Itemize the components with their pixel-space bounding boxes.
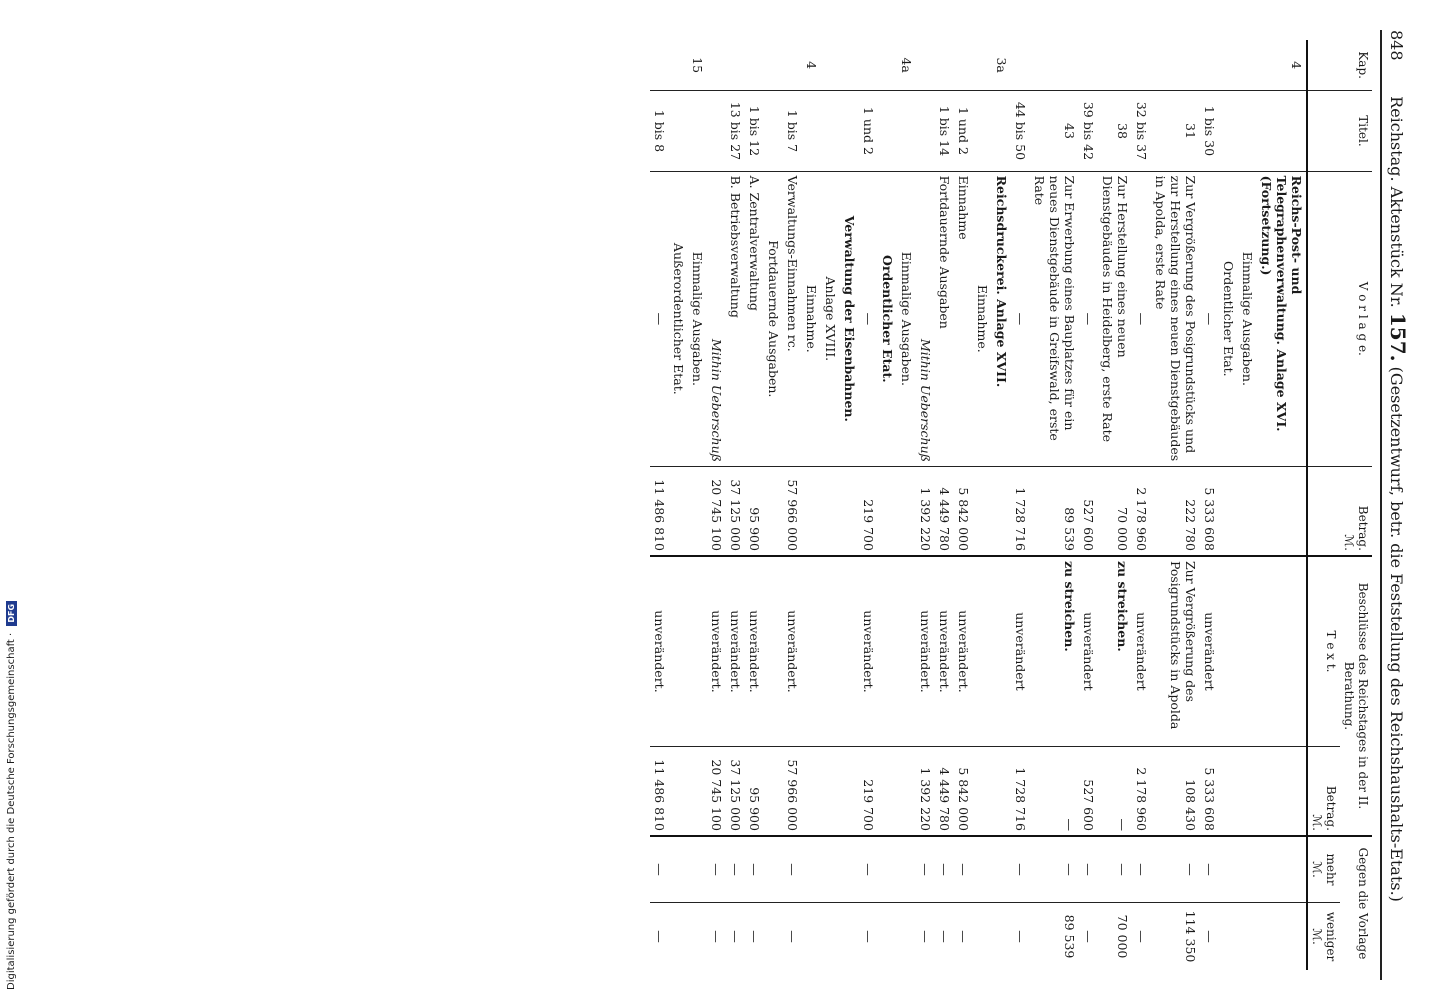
row-titel: 13 bis 27 [726, 91, 745, 171]
table-row [916, 40, 935, 970]
row-vorlage: A. Zentralverwaltung [745, 171, 764, 466]
row-betrag: 70 000 [1098, 467, 1132, 556]
table-row [669, 40, 688, 970]
row-betrag2: 57 966 000 [783, 747, 802, 836]
row-weniger [840, 903, 859, 970]
row-kap: 3a [994, 57, 1009, 73]
row-betrag2: 4 449 780 [935, 747, 954, 836]
row-kap [1238, 40, 1257, 91]
row-mehr: — [935, 836, 954, 903]
row-titel: 1 und 2 [859, 91, 878, 171]
col-weniger-unit: ℳ. [1310, 928, 1324, 945]
row-vorlage: Verwaltungs-Einnahmen rc. [783, 171, 802, 466]
row-mehr [669, 836, 688, 903]
row-weniger: — [954, 903, 973, 970]
table-row [859, 40, 878, 970]
row-kap [878, 40, 897, 91]
row-betrag2 [1257, 747, 1306, 836]
row-text: unverändert [1200, 556, 1219, 747]
row-vorlage: Einnahme. [802, 171, 821, 466]
row-betrag2 [840, 747, 859, 836]
row-kap [821, 40, 840, 91]
row-text: unverändert. [650, 556, 669, 747]
row-mehr: — [916, 836, 935, 903]
row-weniger: — [1079, 903, 1098, 970]
row-text: unverändert [1132, 556, 1151, 747]
page-number: 848 [1387, 30, 1406, 61]
row-betrag: 222 780 [1151, 467, 1200, 556]
row-betrag: 11 486 810 [650, 467, 669, 556]
col-mehr [1308, 836, 1340, 903]
row-betrag2 [669, 747, 688, 836]
row-text [1238, 556, 1257, 747]
table-row [897, 40, 916, 970]
row-betrag: 1 392 220 [916, 467, 935, 556]
row-betrag [669, 467, 688, 556]
row-mehr [688, 836, 707, 903]
row-betrag: 527 600 [1079, 467, 1098, 556]
row-betrag: 20 745 100 [707, 467, 726, 556]
row-titel [802, 91, 821, 171]
table-row [878, 40, 897, 970]
row-vorlage: Zur Herstellung eines neuen Dienstgebäudes in Heidelberg, erste Rate [1098, 171, 1132, 466]
table-row [688, 40, 707, 970]
row-vorlage: Verwaltung der Eisenbahnen. [840, 171, 859, 466]
row-betrag2 [802, 747, 821, 836]
row-weniger: 70 000 [1098, 903, 1132, 970]
row-kap: 4 [804, 61, 819, 70]
row-kap [1098, 40, 1132, 91]
row-mehr: — [783, 836, 802, 903]
table-row [1079, 40, 1098, 970]
row-text [878, 556, 897, 747]
row-text [973, 556, 992, 747]
row-betrag2: 108 430 [1151, 747, 1200, 836]
row-weniger: — [859, 903, 878, 970]
table-row [1151, 40, 1200, 970]
row-titel [688, 91, 707, 171]
row-text: Zur Vergrößerung des Posigrundstücks in Apolda [1151, 556, 1200, 747]
row-betrag2 [897, 747, 916, 836]
row-betrag2 [1219, 747, 1238, 836]
row-kap [935, 40, 954, 91]
row-text: unverändert. [745, 556, 764, 747]
row-mehr [1257, 836, 1306, 903]
row-betrag: 37 125 000 [726, 467, 745, 556]
row-text [897, 556, 916, 747]
row-betrag: 1 728 716 [1011, 467, 1030, 556]
row-betrag: 57 966 000 [783, 467, 802, 556]
row-betrag [897, 467, 916, 556]
col-gegen: Gegen die Vorlage [1340, 836, 1372, 970]
row-kap [707, 40, 726, 91]
table-row [783, 40, 802, 970]
row-vorlage: Anlage XVIII. [821, 171, 840, 466]
row-text [764, 556, 783, 747]
row-betrag2 [973, 747, 992, 836]
row-vorlage: — [859, 171, 878, 466]
row-betrag: 89 539 [1030, 467, 1079, 556]
col-titel: Titel. [1308, 91, 1372, 171]
row-weniger: — [745, 903, 764, 970]
col-text: T e x t. [1308, 556, 1340, 747]
row-vorlage: Einnahme [954, 171, 973, 466]
row-titel [1219, 91, 1238, 171]
row-text: unverändert. [726, 556, 745, 747]
row-betrag2 [688, 747, 707, 836]
row-kap [783, 40, 802, 91]
row-kap [1132, 40, 1151, 91]
row-betrag [688, 467, 707, 556]
row-betrag2: 219 700 [859, 747, 878, 836]
table-row [764, 40, 783, 970]
row-weniger [669, 903, 688, 970]
row-vorlage: Außerordentlicher Etat. [669, 171, 688, 466]
col-betrag2-label: Betrag. [1324, 785, 1338, 831]
header-title-suffix: (Gesetzentwurf, betr. die Feststellung des Reichshaushalts-Etats.) [1387, 366, 1406, 902]
row-betrag2: — [1098, 747, 1132, 836]
row-weniger: — [935, 903, 954, 970]
row-kap [745, 40, 764, 91]
row-betrag: 4 449 780 [935, 467, 954, 556]
row-titel [916, 91, 935, 171]
row-betrag [973, 467, 992, 556]
row-vorlage: Zur Erwerbung eines Bauplatzes für ein neues Dienstgebäude in Greifswald, erste Rate [1030, 171, 1079, 466]
row-weniger [1257, 903, 1306, 970]
row-vorlage: Reichs-Post- und Telegraphenverwaltung. Anlage XVI. (Fortsetzung.) [1257, 171, 1306, 466]
row-weniger [1219, 903, 1238, 970]
row-titel: 39 bis 42 [1079, 91, 1098, 171]
row-betrag2: 1 728 716 [1011, 747, 1030, 836]
row-vorlage: Mithin Ueberschuß [707, 171, 726, 466]
row-vorlage: Fortdauernde Ausgaben [935, 171, 954, 466]
row-titel: 1 bis 14 [935, 91, 954, 171]
row-betrag2: — [1030, 747, 1079, 836]
row-mehr [897, 836, 916, 903]
row-kap [1079, 40, 1098, 91]
row-vorlage: Einnahme. [973, 171, 992, 466]
table-row [992, 40, 1011, 970]
col-kap: Kap. [1356, 51, 1370, 79]
row-vorlage: — [650, 171, 669, 466]
row-kap [650, 40, 669, 91]
row-titel: 44 bis 50 [1011, 91, 1030, 171]
row-text: unverändert. [935, 556, 954, 747]
row-betrag [992, 467, 1011, 556]
row-kap [973, 40, 992, 91]
row-betrag2 [1238, 747, 1257, 836]
row-betrag2: 37 125 000 [726, 747, 745, 836]
row-titel [1257, 91, 1306, 171]
row-vorlage: Reichsdruckerei. Anlage XVII. [992, 171, 1011, 466]
row-weniger [897, 903, 916, 970]
row-betrag: 95 900 [745, 467, 764, 556]
row-text [802, 556, 821, 747]
row-text [821, 556, 840, 747]
col-weniger [1308, 903, 1340, 970]
row-mehr: — [1030, 836, 1079, 903]
row-vorlage: Mithin Ueberschuß [916, 171, 935, 466]
col-betrag [1308, 467, 1372, 556]
row-mehr: — [954, 836, 973, 903]
row-weniger: — [707, 903, 726, 970]
row-text [688, 556, 707, 747]
row-betrag [1219, 467, 1238, 556]
row-titel: 38 [1098, 91, 1132, 171]
row-mehr [840, 836, 859, 903]
row-titel: 1 bis 8 [650, 91, 669, 171]
table-row [1098, 40, 1132, 970]
col-vorlage: V o r l a g e. [1308, 171, 1372, 466]
col-mehr-unit: ℳ. [1310, 861, 1324, 878]
row-kap [764, 40, 783, 91]
row-vorlage: Ordentlicher Etat. [878, 171, 897, 466]
row-vorlage: Fortdauernde Ausgaben. [764, 171, 783, 466]
row-betrag: 219 700 [859, 467, 878, 556]
row-weniger [764, 903, 783, 970]
row-betrag: 5 333 608 [1200, 467, 1219, 556]
row-kap [859, 40, 878, 91]
row-mehr: — [1200, 836, 1219, 903]
row-titel: 1 bis 30 [1200, 91, 1219, 171]
row-vorlage: Einmalige Ausgaben. [688, 171, 707, 466]
table-row [745, 40, 764, 970]
row-mehr: — [1098, 836, 1132, 903]
row-kap: 4 [1289, 61, 1304, 70]
table-row [1219, 40, 1238, 970]
row-text: unverändert. [783, 556, 802, 747]
row-vorlage: — [1132, 171, 1151, 466]
row-weniger: — [726, 903, 745, 970]
row-kap [1030, 40, 1079, 91]
row-titel [973, 91, 992, 171]
row-mehr [802, 836, 821, 903]
row-weniger: — [916, 903, 935, 970]
row-mehr: — [707, 836, 726, 903]
row-vorlage: — [1011, 171, 1030, 466]
table-row [1011, 40, 1030, 970]
table-row [1030, 40, 1079, 970]
row-betrag2: 2 178 960 [1132, 747, 1151, 836]
col-betrag2 [1308, 747, 1340, 836]
table-row [973, 40, 992, 970]
page-header [1386, 30, 1410, 902]
row-titel [992, 91, 1011, 171]
row-weniger [878, 903, 897, 970]
table-row [1257, 40, 1306, 970]
row-mehr: — [745, 836, 764, 903]
row-weniger [802, 903, 821, 970]
row-mehr: — [1011, 836, 1030, 903]
row-text: unverändert. [916, 556, 935, 747]
row-text [840, 556, 859, 747]
col-beschluss: Beschlüsse des Reichstages in der II. Berathung. [1340, 556, 1372, 836]
row-kap [1011, 40, 1030, 91]
row-text [1257, 556, 1306, 747]
row-weniger: — [783, 903, 802, 970]
header-title-prefix: Reichstag. Aktenstück Nr. [1387, 96, 1406, 308]
row-kap [669, 40, 688, 91]
row-vorlage: Einmalige Ausgaben. [1238, 171, 1257, 466]
row-weniger: — [1200, 903, 1219, 970]
row-titel [764, 91, 783, 171]
header-rule [1380, 30, 1382, 980]
col-mehr-label: mehr [1324, 853, 1338, 886]
row-mehr: — [1151, 836, 1200, 903]
row-vorlage: Ordentlicher Etat. [1219, 171, 1238, 466]
row-betrag2: 95 900 [745, 747, 764, 836]
col-weniger-label: weniger [1324, 911, 1338, 962]
row-titel: 1 bis 7 [783, 91, 802, 171]
row-mehr [764, 836, 783, 903]
table-row [726, 40, 745, 970]
row-mehr [992, 836, 1011, 903]
table-row [821, 40, 840, 970]
table-row [840, 40, 859, 970]
row-betrag [840, 467, 859, 556]
row-betrag [1257, 467, 1306, 556]
row-titel [878, 91, 897, 171]
row-betrag2 [878, 747, 897, 836]
table-row [935, 40, 954, 970]
col-betrag2-unit: ℳ. [1310, 814, 1324, 831]
row-vorlage: Einmalige Ausgaben. [897, 171, 916, 466]
row-kap [916, 40, 935, 91]
row-titel: 1 und 2 [954, 91, 973, 171]
row-text: zu streichen. [1030, 556, 1079, 747]
table-row [1200, 40, 1219, 970]
document-number: 157. [1386, 312, 1410, 362]
row-weniger [1238, 903, 1257, 970]
row-text: unverändert. [954, 556, 973, 747]
budget-table [650, 40, 1372, 970]
row-titel [707, 91, 726, 171]
table-row [1132, 40, 1151, 970]
row-text [1219, 556, 1238, 747]
row-mehr [1238, 836, 1257, 903]
row-weniger: 114 350 [1151, 903, 1200, 970]
row-kap: 4a [899, 57, 914, 73]
row-weniger [688, 903, 707, 970]
row-betrag2: 5 842 000 [954, 747, 973, 836]
row-kap [1200, 40, 1219, 91]
row-text: zu streichen. [1098, 556, 1132, 747]
row-kap [1151, 40, 1200, 91]
row-text: unverändert. [707, 556, 726, 747]
row-weniger [973, 903, 992, 970]
row-mehr: — [726, 836, 745, 903]
row-mehr: — [650, 836, 669, 903]
row-betrag2 [821, 747, 840, 836]
row-titel: 32 bis 37 [1132, 91, 1151, 171]
row-titel [840, 91, 859, 171]
row-kap [1219, 40, 1238, 91]
col-betrag-label: Betrag. [1356, 505, 1370, 551]
row-kap [726, 40, 745, 91]
row-mehr [973, 836, 992, 903]
row-betrag [802, 467, 821, 556]
row-titel [1238, 91, 1257, 171]
row-betrag2: 11 486 810 [650, 747, 669, 836]
row-vorlage: Zur Vergrößerung des Posigrundstücks und zur Herstellung eines neuen Dienstgebäudes in Apolda, erste Rate [1151, 171, 1200, 466]
row-vorlage: — [1079, 171, 1098, 466]
row-vorlage: B. Betriebsverwaltung [726, 171, 745, 466]
row-titel [897, 91, 916, 171]
row-betrag [764, 467, 783, 556]
row-betrag2 [992, 747, 1011, 836]
row-mehr: — [1079, 836, 1098, 903]
row-mehr: — [1132, 836, 1151, 903]
row-betrag [821, 467, 840, 556]
row-kap: 15 [690, 57, 705, 74]
row-mehr [1219, 836, 1238, 903]
row-kap [840, 40, 859, 91]
table-row [650, 40, 669, 970]
row-text: unverändert [1011, 556, 1030, 747]
row-betrag2: 20 745 100 [707, 747, 726, 836]
row-betrag: 5 842 000 [954, 467, 973, 556]
row-vorlage: — [1200, 171, 1219, 466]
row-betrag: 2 178 960 [1132, 467, 1151, 556]
table-row [802, 40, 821, 970]
footer-note: Digitalisierung gefördert durch die Deutsche Forschungsgemeinschaft · DFG [6, 601, 17, 990]
row-weniger [992, 903, 1011, 970]
row-titel [669, 91, 688, 171]
row-betrag [878, 467, 897, 556]
row-titel: 31 [1151, 91, 1200, 171]
row-betrag2: 1 392 220 [916, 747, 935, 836]
row-titel: 1 bis 12 [745, 91, 764, 171]
row-kap [954, 40, 973, 91]
row-mehr: — [859, 836, 878, 903]
row-text [669, 556, 688, 747]
row-mehr [821, 836, 840, 903]
row-mehr [878, 836, 897, 903]
row-text [992, 556, 1011, 747]
row-titel [821, 91, 840, 171]
table-row [707, 40, 726, 970]
row-titel: 43 [1030, 91, 1079, 171]
row-betrag2: 527 600 [1079, 747, 1098, 836]
row-text: unverändert [1079, 556, 1098, 747]
table-row [1238, 40, 1257, 970]
col-betrag-unit: ℳ. [1342, 534, 1356, 551]
row-text: unverändert. [859, 556, 878, 747]
dfg-logo: DFG [6, 601, 17, 626]
row-weniger: — [650, 903, 669, 970]
row-weniger: — [1132, 903, 1151, 970]
row-betrag2: 5 333 608 [1200, 747, 1219, 836]
row-weniger: — [1011, 903, 1030, 970]
row-weniger [821, 903, 840, 970]
row-betrag [1238, 467, 1257, 556]
footer-note-text: Digitalisierung gefördert durch die Deutsche Forschungsgemeinschaft [6, 639, 17, 990]
table-row [954, 40, 973, 970]
row-betrag2 [764, 747, 783, 836]
row-weniger: 89 539 [1030, 903, 1079, 970]
